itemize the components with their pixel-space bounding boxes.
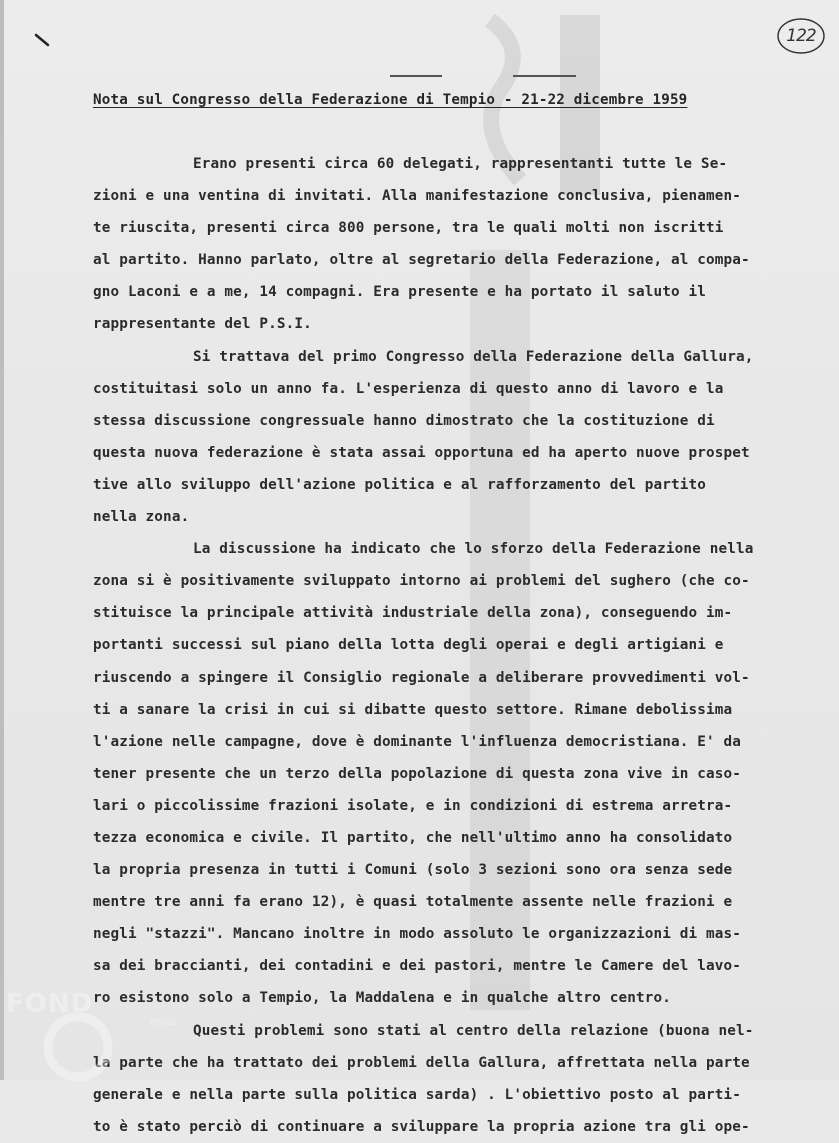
page-number-text: 122 <box>786 26 816 46</box>
text-line: la propria presenza in tutti i Comuni (solo 3 sezioni sono ora senza sede <box>93 862 733 879</box>
scan-edge <box>0 0 4 1080</box>
handwritten-page-number <box>776 16 826 56</box>
text-line: ro esistono solo a Tempio, la Maddalena e in qualche altro centro. <box>93 990 671 1007</box>
logo-subtext: onlus <box>150 1017 177 1028</box>
text-line: costituitasi solo un anno fa. L'esperienza di questo anno di lavoro e la <box>93 380 724 397</box>
text-line: negli "stazzi". Mancano inoltre in modo assoluto le organizzazioni di mas- <box>93 926 742 943</box>
text-line: tive allo sviluppo dell'azione politica e al rafforzamento del partito <box>93 476 707 493</box>
text-line: mentre tre anni fa erano 12), è quasi totalmente assente nelle frazioni e <box>93 894 733 911</box>
text-line: Si trattava del primo Congresso della Federazione della Gallura, <box>193 348 754 365</box>
text-line: Questi problemi sono stati al centro della relazione (buona nel- <box>193 1022 754 1039</box>
text-line: tener presente che un terzo della popolazione di questa zona vive in caso- <box>93 765 742 782</box>
text-line: al partito. Hanno parlato, oltre al segretario della Federazione, al compa- <box>93 252 750 269</box>
text-line: La discussione ha indicato che lo sforzo della Federazione nella <box>193 541 754 558</box>
text-line: stessa discussione congressuale hanno dimostrato che la costituzione di <box>93 412 715 429</box>
text-line: gno Laconi e a me, 14 compagni. Era presente e ha portato il saluto il <box>93 284 707 301</box>
text-line: zioni e una ventina di invitati. Alla manifestazione conclusiva, pienamen- <box>93 188 742 205</box>
text-line: generale e nella parte sulla politica sarda) . L'obiettivo posto al parti- <box>93 1086 742 1103</box>
text-line: zona si è positivamente sviluppato intorno ai problemi del sughero (che co- <box>93 573 750 590</box>
text-line: questa nuova federazione è stata assai opportuna ed ha aperto nuove prospet <box>93 444 750 461</box>
text-line: la parte che ha trattato dei problemi della Gallura, affrettata nella parte <box>93 1054 750 1071</box>
logo-text: FOND <box>6 989 94 1019</box>
text-line: Erano presenti circa 60 delegati, rappresentanti tutte le Se- <box>193 156 728 172</box>
document-title: Nota sul Congresso della Federazione di Tempio - 21-22 dicembre 1959 <box>93 92 688 108</box>
text-line: stituisce la principale attività industriale della zona), conseguendo im- <box>93 605 733 622</box>
pen-mark <box>34 33 50 47</box>
text-line: lari o piccolissime frazioni isolate, e in condizioni di estrema arretra- <box>93 797 733 814</box>
text-line: tezza economica e civile. Il partito, che nell'ultimo anno ha consolidato <box>93 829 733 846</box>
text-line: rappresentante del P.S.I. <box>93 316 312 333</box>
text-line: portanti successi sul piano della lotta degli operai e degli artigiani e <box>93 637 724 654</box>
text-line: sa dei braccianti, dei contadini e dei pastori, mentre le Camere del lavo- <box>93 958 742 975</box>
text-line: te riuscita, presenti circa 800 persone, tra le quali molti non iscritti <box>93 220 724 237</box>
text-line: l'azione nelle campagne, dove è dominante l'influenza democristiana. E' da <box>93 733 742 750</box>
document-body <box>93 148 838 1143</box>
text-line: riuscendo a spingere il Consiglio regionale a deliberare provvedimenti vol- <box>93 669 750 686</box>
text-line: to è stato perciò di continuare a sviluppare la propria azione tra gli ope- <box>93 1118 750 1135</box>
text-line: nella zona. <box>93 509 190 526</box>
foundation-logo-watermark <box>0 985 200 1080</box>
header-dash-left <box>390 75 442 77</box>
header-dash-right <box>513 75 576 77</box>
text-line: ti a sanare la crisi in cui si dibatte questo settore. Rimane debolissima <box>93 701 733 718</box>
